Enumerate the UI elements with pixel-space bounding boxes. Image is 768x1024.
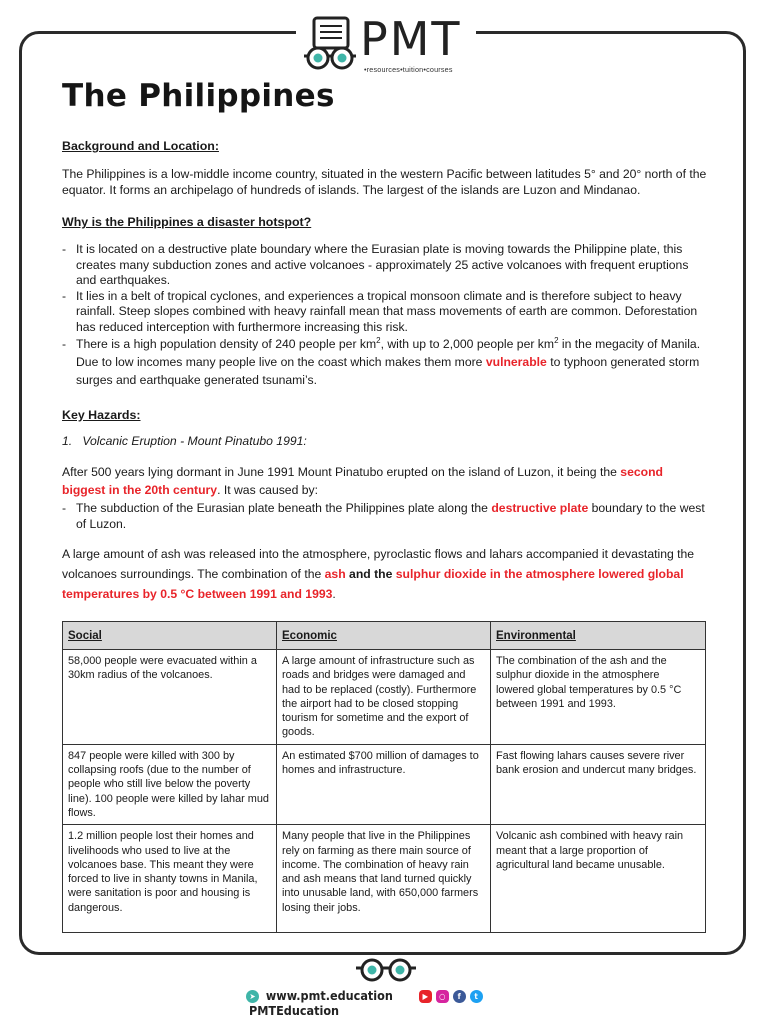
hazard-item-title: 1. Volcanic Eruption - Mount Pinatubo 1991:	[62, 434, 307, 448]
table-row	[63, 650, 706, 745]
page-title: The Philippines	[62, 78, 335, 114]
highlight-vulnerable: vulnerable	[485, 355, 547, 369]
logo-wordmark: PMT	[360, 12, 462, 66]
text-span: . It was caused by:	[217, 483, 319, 497]
impacts-table	[62, 621, 706, 933]
superscript: 2	[554, 335, 559, 345]
twitter-icon[interactable]: t	[470, 990, 483, 1003]
table-cell: Fast flowing lahars causes severe river bank erosion and undercut many bridges.	[491, 744, 706, 824]
cursor-icon: ➤	[246, 990, 259, 1003]
book-glasses-icon	[302, 16, 358, 76]
text-span: After 500 years lying dormant in June 1991 Mount Pinatubo erupted on the island of Luzon, it being the	[62, 465, 621, 479]
social-handle[interactable]: PMTEducation	[249, 1003, 340, 1018]
column-header: Social	[63, 622, 277, 650]
table-cell: 847 people were killed with 300 by collapsing roofs (due to the number of people who still live below the poverty line). 100 people were killed by lahar mud flows.	[63, 744, 277, 824]
ash-paragraph	[62, 544, 708, 604]
text-span: , with up to 2,000 people per km	[380, 337, 555, 351]
logo-tagline: •resources•tuition•courses	[364, 65, 453, 74]
text-span: in the megacity of Manila. Due to low incomes many people live on the coast which makes them more	[76, 337, 701, 369]
table-cell: The combination of the ash and the sulphur dioxide in the atmosphere lowered global temperatures by 0.5 °C between 1991 and 1993.	[491, 650, 706, 745]
highlight-second-biggest: second biggest in the 20th century	[62, 465, 663, 497]
highlight-destructive-plate: destructive plate	[491, 501, 589, 515]
text-span: to typhoon generated storm surges and earthquake generated tsunami’s.	[76, 355, 700, 387]
superscript: 2	[376, 335, 381, 345]
pmt-logo	[296, 10, 476, 76]
text-span: and the	[345, 567, 396, 581]
instagram-icon[interactable]: ○	[436, 990, 449, 1003]
table-cell: Many people that live in the Philippines rely on farming as there main source of income. The combination of heavy rain and ash means that land turned quickly into unusable land, with 650,000 farmers losing their jobs.	[277, 825, 491, 933]
column-header: Economic	[277, 622, 491, 650]
table-cell: 58,000 people were evacuated within a 30km radius of the volcanoes.	[63, 650, 277, 745]
website-link[interactable]: www.pmt.education	[265, 988, 393, 1003]
facebook-icon[interactable]: f	[453, 990, 466, 1003]
text-span: The subduction of the Eurasian plate beneath the Philippines plate along the	[76, 501, 492, 515]
table-cell: Volcanic ash combined with heavy rain meant that a large proportion of agricultural land became unusable.	[491, 825, 706, 933]
list-item: - It is located on a destructive plate boundary where the Eurasian plate is moving towards the Philippine plate, this creates many subduction zones and active volcanoes - approximately 25 active volcanoes with frequent eruptions and earthquakes.	[62, 242, 708, 289]
column-header: Environmental	[491, 622, 706, 650]
main-content	[62, 78, 708, 604]
highlight-ash: ash	[324, 567, 346, 581]
cause-list	[62, 500, 708, 532]
footer-glasses-icon	[350, 957, 422, 988]
footer	[246, 988, 546, 1018]
highlight-sulphur: sulphur dioxide in the atmosphere lowered global temperatures by 0.5 °C between 1991 and 1993	[62, 567, 684, 601]
background-heading: Background and Location:	[62, 139, 219, 153]
table-cell: 1.2 million people lost their homes and livelihoods who used to live at the volcanoes base. This meant they were forced to live in shanty towns in Manila, were sanitation is poor and housing is dangerous.	[63, 825, 277, 933]
table-header-row	[63, 622, 706, 650]
table-cell: A large amount of infrastructure such as roads and bridges were damaged and had to be replaced (costly). Furthermore the airport had to be closed stopping tourism for sometime and the export of goods.	[277, 650, 491, 745]
text-span: .	[332, 587, 336, 601]
hazards-heading: Key Hazards:	[62, 408, 141, 422]
list-item	[62, 500, 708, 532]
text-span: boundary to the west of Luzon.	[76, 501, 705, 531]
text-span: A large amount of ash was released into the atmosphere, pyroclastic flows and lahars accompanied it devastating the volcanoes surroundings. The combination of the	[62, 547, 695, 581]
hotspot-list	[62, 242, 708, 389]
text-span: There is a high population density of 240 people per km	[76, 337, 377, 351]
table-row	[63, 744, 706, 824]
youtube-icon[interactable]: ▶	[419, 990, 432, 1003]
table-cell: An estimated $700 million of damages to homes and infrastructure.	[277, 744, 491, 824]
list-item: - It lies in a belt of tropical cyclones, and experiences a tropical monsoon climate and is therefore subject to heavy rainfall. Steep slopes combined with heavy rainfall mean that mass movements of earth are common. Deforestation has reduced interception with furthermore increasing this risk.	[62, 289, 708, 336]
table-row	[63, 825, 706, 933]
eruption-paragraph	[62, 463, 708, 499]
hotspot-heading: Why is the Philippines a disaster hotspot?	[62, 215, 312, 229]
background-text: The Philippines is a low-middle income country, situated in the western Pacific between latitudes 5° and 20° north of the equator. It forms an archipelago of hundreds of islands. The largest of the islands are Luzon and Mindanao.	[62, 167, 707, 197]
list-item	[62, 335, 708, 389]
